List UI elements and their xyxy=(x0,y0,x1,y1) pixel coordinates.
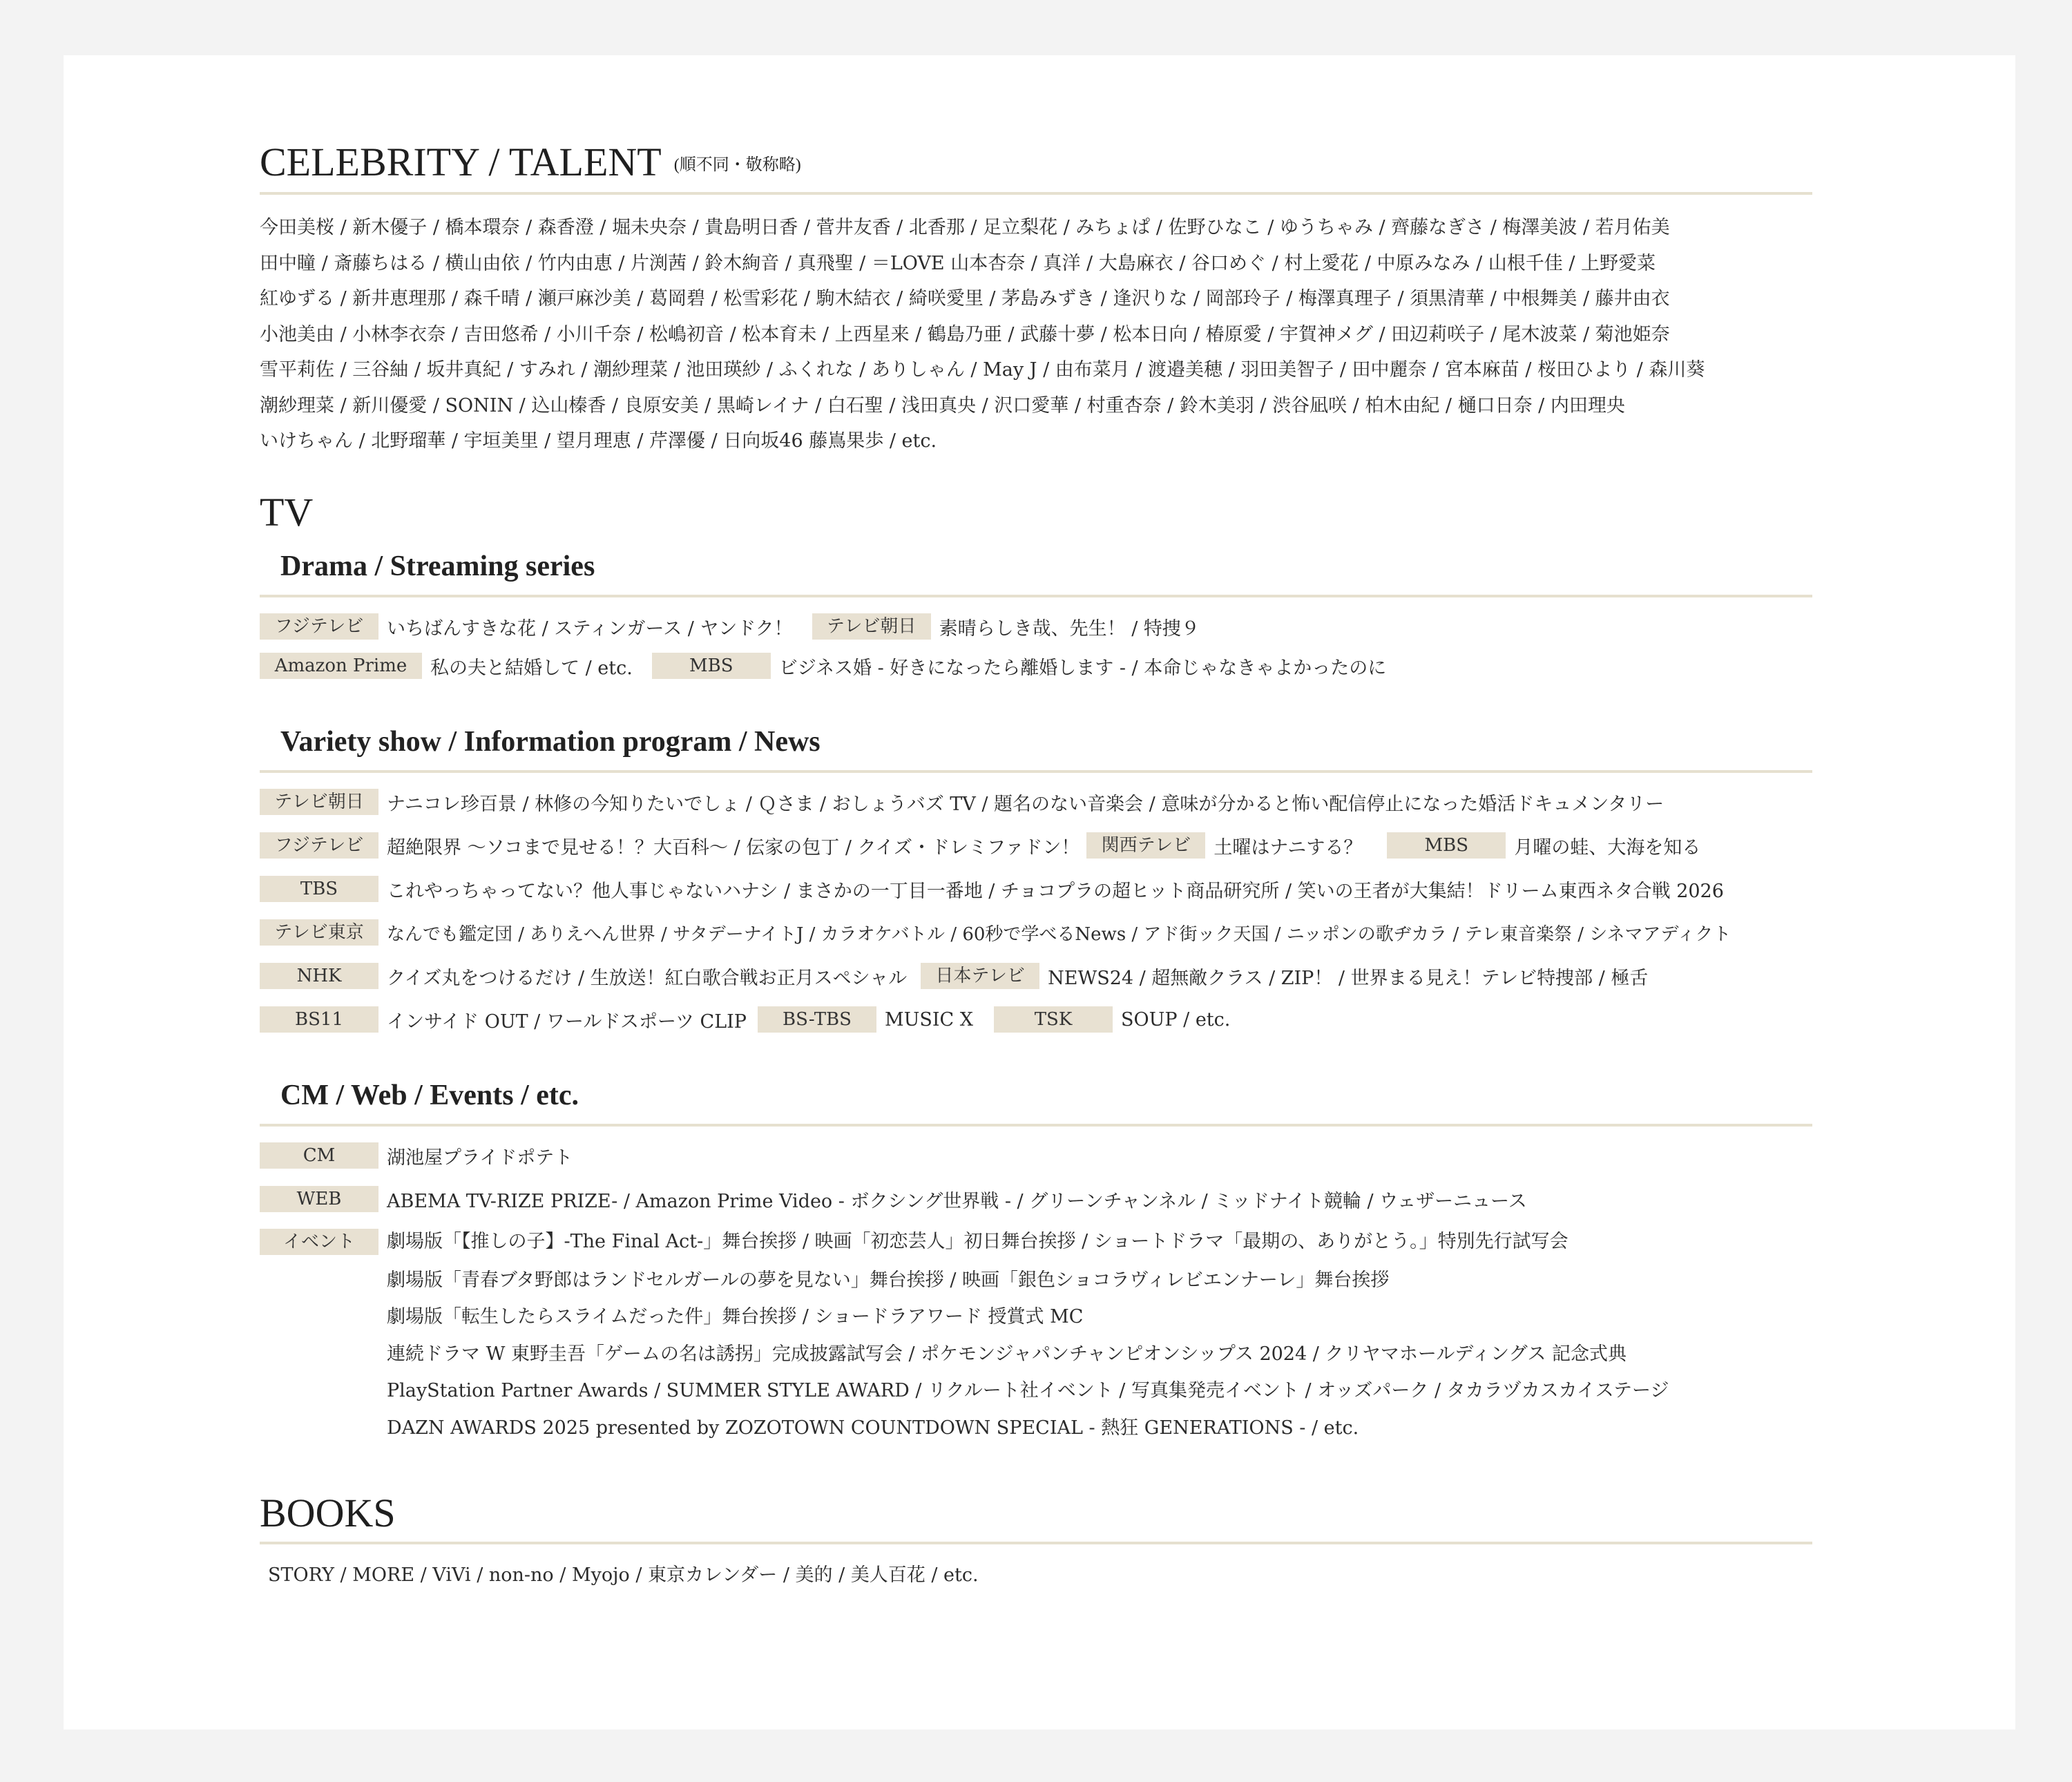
event-line: 劇場版「転生したらスライムだった件」舞台挨拶 / ショードラアワード 授賞式 MC xyxy=(387,1306,1084,1328)
list-item xyxy=(260,962,1828,990)
books-section xyxy=(260,1489,1828,1587)
program-list: クイズ丸をつけるだけ / 生放送！紅白歌合戦お正月スペシャル xyxy=(387,967,908,989)
talent-line: 今田美桜 / 新木優子 / 橋本環奈 / 森香澄 / 堀未央奈 / 貴島明日香 / 菅井友香 / 北香那 / 足立梨花 / みちょぱ / 佐野ひなこ / ゆうちゃみ / 齊藤なぎさ / 梅澤美波 / 若月佑美 xyxy=(260,217,1670,238)
list-item xyxy=(260,832,1828,860)
program-list: NEWS24 / 超無敵クラス / ZIP！ / 世界まる見え！テレビ特捜部 / 極舌 xyxy=(1048,967,1649,989)
books-text: STORY / MORE / ViVi / non-no / Myojo / 東京カレンダー / 美的 / 美人百花 / etc. xyxy=(268,1564,979,1586)
program-list: 素晴らしき哉、先生！ / 特捜９ xyxy=(939,617,1200,640)
talent-list xyxy=(260,210,1828,459)
category-tag: イベント xyxy=(260,1229,378,1255)
talent-line: 紅ゆずる / 新井恵理那 / 森千晴 / 瀬戸麻沙美 / 葛岡碧 / 松雪彩花 / 駒木結衣 / 綺咲愛里 / 茅島みずき / 逢沢りな / 岡部玲子 / 梅澤真理子 / 須黒清華 / 中根舞美 / 藤井由衣 xyxy=(260,288,1670,309)
talent-line: 潮紗理菜 / 新川優愛 / SONIN / 込山榛香 / 良原安美 / 黒崎レイナ / 白石聖 / 浅田真央 / 沢口愛華 / 村重杏奈 / 鈴木美羽 / 渋谷凪咲 / 柏木由紀 / 樋口日奈 / 内田理央 xyxy=(260,394,1625,416)
channel-tag: BS-TBS xyxy=(758,1006,876,1033)
channel-tag: 日本テレビ xyxy=(921,963,1039,989)
event-line: 劇場版「青春ブタ野郎はランドセルガールの夢を見ない」舞台挨拶 / 映画「銀色ショコラヴィレビエンナーレ」舞台挨拶 xyxy=(387,1269,1390,1291)
divider xyxy=(260,1542,1812,1544)
cm-list xyxy=(260,1142,1828,1447)
variety-title: Variety show / Information program / News xyxy=(280,725,821,758)
celebrity-heading xyxy=(260,138,1828,186)
program-list: ナニコレ珍百景 / 林修の今知りたいでしょ / Ｑさま / おしょうバズ TV / 題名のない音楽会 / 意味が分かると怖い配信停止になった婚活ドキュメンタリー xyxy=(387,793,1665,815)
program-list: 超絶限界 〜ソコまで見せる！？大百科〜 / 伝家の包丁 / クイズ・ドレミファドン！ xyxy=(387,836,1080,859)
books-title: BOOKS xyxy=(260,1491,396,1535)
program-list: ビジネス婚 - 好きになったら離婚します - / 本命じゃなきゃよかったのに xyxy=(778,657,1387,679)
program-list: 月曜の蛙、大海を知る xyxy=(1514,836,1701,859)
tv-section xyxy=(260,488,1828,1447)
channel-tag: テレビ東京 xyxy=(260,919,378,946)
channel-tag: 関西テレビ xyxy=(1086,832,1205,859)
event-line: 連続ドラマ W 東野圭吾「ゲームの名は誘拐」完成披露試写会 / ポケモンジャパンチャンピオンシップス 2024 / クリヤマホールディングス 記念式典 xyxy=(387,1343,1627,1365)
event-line: PlayStation Partner Awards / SUMMER STYLE AWARD / リクルート社イベント / 写真集発売イベント / オッズパーク / タカラヅカスカイステージ xyxy=(387,1380,1669,1401)
channel-tag: MBS xyxy=(652,653,771,679)
channel-tag: テレビ朝日 xyxy=(260,789,378,815)
channel-tag: NHK xyxy=(260,963,378,989)
channel-tag: テレビ朝日 xyxy=(812,613,931,640)
event-line: 劇場版「【推しの子】-The Final Act-」舞台挨拶 / 映画「初恋芸人」初日舞台挨拶 / ショートドラマ「最期の、ありがとう。」特別先行試写会 xyxy=(387,1230,1569,1252)
web-text: ABEMA TV-RIZE PRIZE- / Amazon Prime Video - ボクシング世界戦 - / グリーンチャンネル / ミッドナイト競輪 / ウェザーニュース xyxy=(387,1190,1527,1212)
divider xyxy=(260,192,1812,195)
program-list: 私の夫と結婚して / etc. xyxy=(430,657,633,679)
event-line: DAZN AWARDS 2025 presented by ZOZOTOWN COUNTDOWN SPECIAL - 熱狂 GENERATIONS - / etc. xyxy=(387,1417,1359,1439)
celebrity-title: CELEBRITY / TALENT xyxy=(260,140,662,184)
list-item xyxy=(260,652,1828,680)
tv-title: TV xyxy=(260,489,314,535)
list-item xyxy=(260,613,1828,641)
talent-line: 雪平莉佐 / 三谷紬 / 坂井真紀 / すみれ / 潮紗理菜 / 池田瑛紗 / ふくれな / ありしゃん / May J / 由布菜月 / 渡邉美穂 / 羽田美智子 / 田中麗奈 / 宮本麻苗 / 桜田ひより / 森川葵 xyxy=(260,359,1705,381)
talent-line: 小池美由 / 小林李衣奈 / 吉田悠希 / 小川千奈 / 松嶋初音 / 松本育未 / 上西星来 / 鶴島乃亜 / 武藤十夢 / 松本日向 / 椿原愛 / 宇賀神メグ / 田辺莉咲子 / 尾木波菜 / 菊池姫奈 xyxy=(260,323,1670,345)
channel-tag: Amazon Prime xyxy=(260,653,422,679)
channel-tag: TBS xyxy=(260,876,378,902)
channel-tag: BS11 xyxy=(260,1006,378,1033)
celebrity-section xyxy=(260,138,1828,459)
channel-tag: MBS xyxy=(1387,832,1506,859)
program-list: なんでも鑑定団 / ありえへん世界 / サタデーナイトJ / カラオケバトル / 60秒で学べるNews / アド街ック天国 / ニッポンの歌ヂカラ / テレ東音楽祭 / シネマアディクト xyxy=(387,923,1732,945)
program-list: インサイド OUT / ワールドスポーツ CLIP xyxy=(387,1010,747,1033)
drama-title: Drama / Streaming series xyxy=(280,550,595,582)
divider xyxy=(260,1124,1812,1127)
list-item xyxy=(260,788,1828,816)
variety-list xyxy=(260,788,1828,1034)
celebrity-note: (順不同・敬称略) xyxy=(673,156,801,174)
program-list: 土曜はナニする？ xyxy=(1214,836,1363,859)
category-tag: CM xyxy=(260,1142,378,1169)
list-item xyxy=(260,1229,1828,1447)
program-list: MUSIC X xyxy=(884,1008,973,1031)
divider xyxy=(260,770,1812,773)
drama-list xyxy=(260,613,1828,680)
content-card xyxy=(64,55,2015,1730)
cm-text: 湖池屋プライドポテト xyxy=(387,1147,573,1169)
event-list xyxy=(387,1229,1669,1447)
program-list: いちばんすきな花 / スティンガース / ヤンドク！ xyxy=(387,617,793,640)
channel-tag: フジテレビ xyxy=(260,832,378,859)
list-item xyxy=(260,1006,1828,1034)
list-item xyxy=(260,1185,1828,1214)
list-item xyxy=(260,1142,1828,1170)
talent-line: 田中瞳 / 斎藤ちはる / 横山由依 / 竹内由恵 / 片渕茜 / 鈴木絢音 / 真飛聖 / ＝LOVE 山本杏奈 / 真洋 / 大島麻衣 / 谷口めぐ / 村上愛花 / 中原みなみ / 山根千佳 / 上野愛菜 xyxy=(260,252,1656,274)
list-item xyxy=(260,875,1828,903)
program-list: これやっちゃってない？他人事じゃないハナシ / まさかの一丁目一番地 / チョコプラの超ヒット商品研究所 / 笑いの王者が大集結！ドリーム東西ネタ合戦 2026 xyxy=(387,880,1724,902)
list-item xyxy=(260,919,1828,947)
cm-title: CM / Web / Events / etc. xyxy=(280,1079,579,1111)
program-list: SOUP / etc. xyxy=(1121,1008,1231,1031)
category-tag: WEB xyxy=(260,1186,378,1212)
talent-line: いけちゃん / 北野瑠華 / 宇垣美里 / 望月理恵 / 芹澤優 / 日向坂46 藤嶌果歩 / etc. xyxy=(260,430,937,452)
channel-tag: TSK xyxy=(994,1006,1113,1033)
divider xyxy=(260,595,1812,597)
profile-content xyxy=(260,138,1828,1587)
channel-tag: フジテレビ xyxy=(260,613,378,640)
